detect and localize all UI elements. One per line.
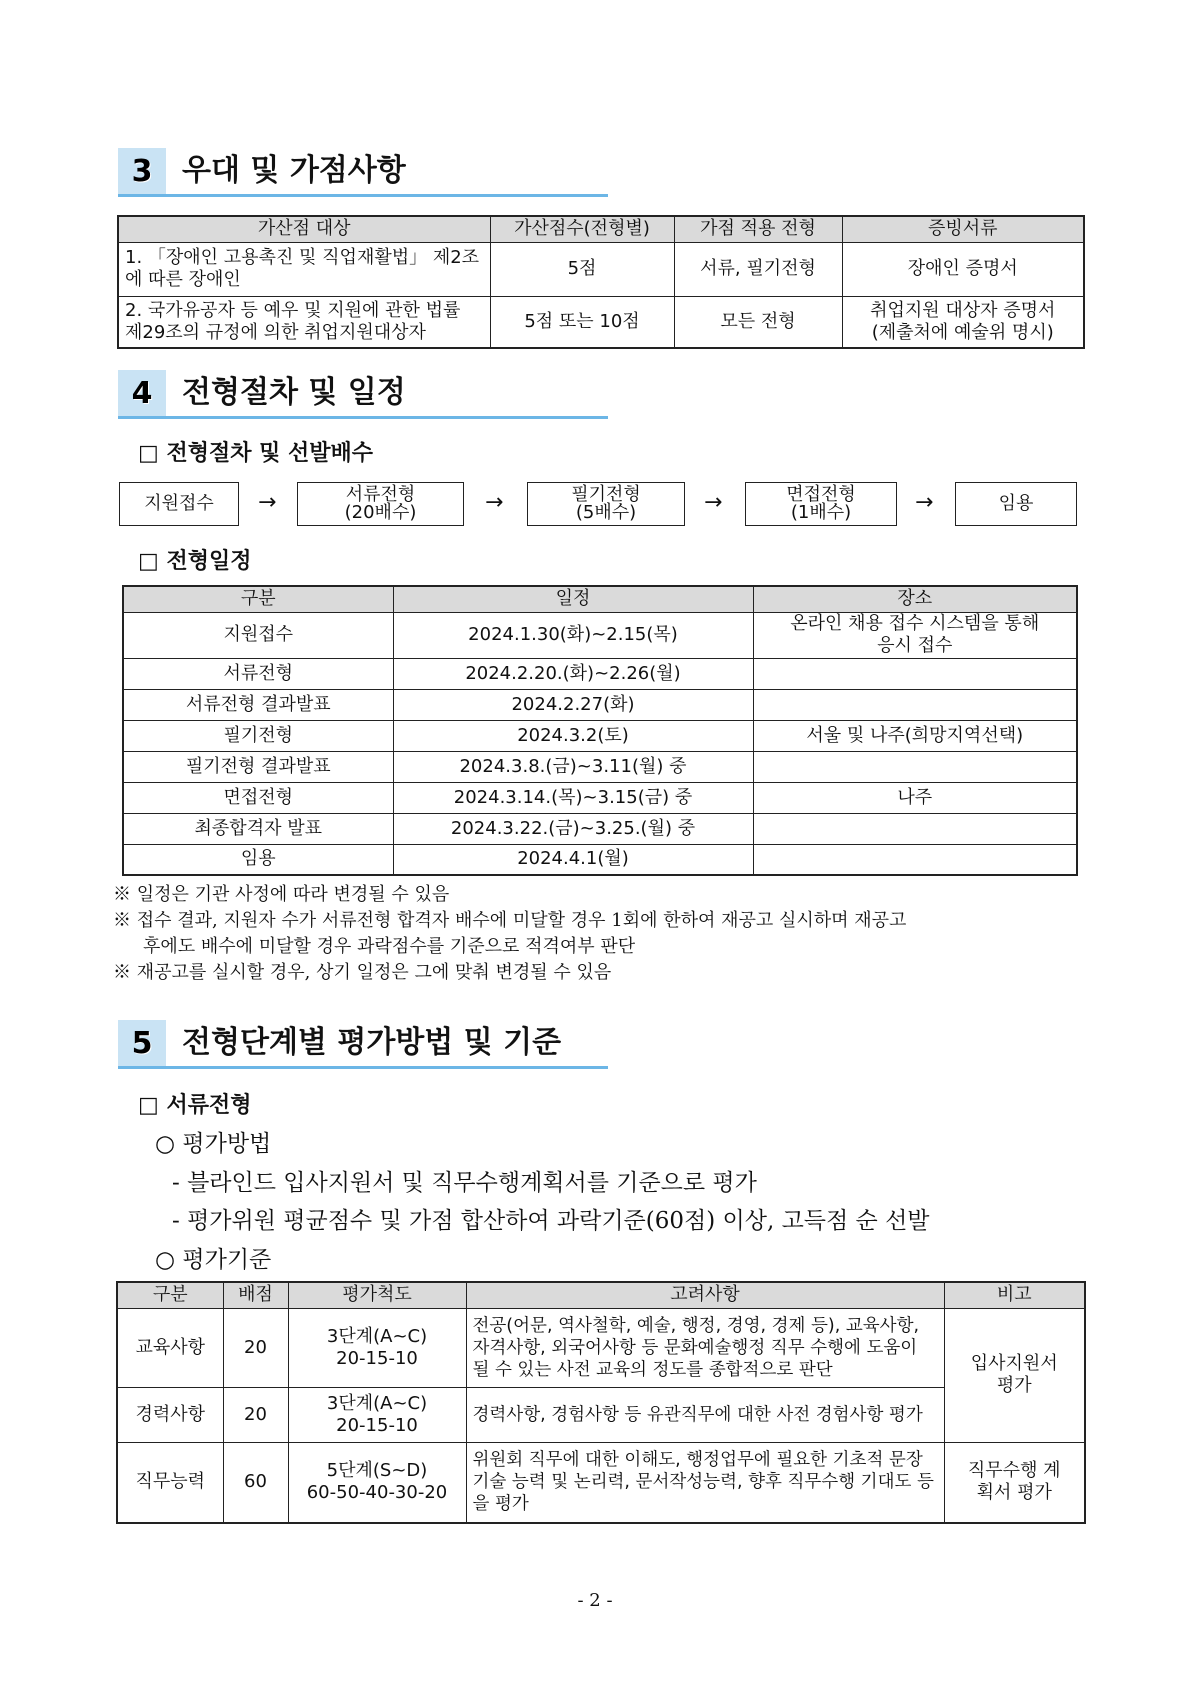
schedule-date: 2024.2.27(화) <box>393 689 753 720</box>
schedule-table <box>122 585 1078 876</box>
schedule-date: 2024.4.1(월) <box>393 844 753 875</box>
process-step-ratio: (20배수) <box>344 502 417 523</box>
schedule-place <box>753 813 1077 844</box>
section-title: 전형절차 및 일정 <box>182 375 406 410</box>
schedule-note: ※ 재공고를 실시할 경우, 상기 일정은 그에 맞춰 변경될 수 있음 <box>113 962 612 983</box>
criteria-remark: 입사지원서 평가 <box>944 1308 1085 1442</box>
process-heading: □ 전형절차 및 선발배수 <box>138 441 374 466</box>
table-row <box>123 612 1077 658</box>
schedule-stage: 지원접수 <box>123 612 393 658</box>
table-header: 비고 <box>944 1282 1085 1308</box>
table-row <box>123 689 1077 720</box>
process-step-interview <box>745 482 897 526</box>
table-header: 고려사항 <box>466 1282 944 1308</box>
method-item: - 평가위원 평균점수 및 가점 합산하여 과락기준(60점) 이상, 고득점 순 선발 <box>172 1208 930 1234</box>
process-step-ratio: (1배수) <box>790 502 852 523</box>
table-row <box>123 751 1077 782</box>
section-number: 5 <box>118 1020 166 1068</box>
table-header: 일정 <box>393 586 753 612</box>
criteria-scale <box>288 1308 466 1387</box>
table-row <box>123 844 1077 875</box>
table-header: 가산점수(전형별) <box>490 216 674 242</box>
schedule-stage: 서류전형 <box>123 658 393 689</box>
section-3-header <box>118 148 608 196</box>
method-item: - 블라인드 입사지원서 및 직무수행계획서를 기준으로 평가 <box>172 1170 757 1196</box>
process-step-hire <box>955 482 1077 526</box>
schedule-date: 2024.3.14.(목)~3.15(금) 중 <box>393 782 753 813</box>
process-step-label: 필기전형 <box>571 484 641 505</box>
schedule-date: 2024.1.30(화)~2.15(목) <box>393 612 753 658</box>
criteria-label: ○ 평가기준 <box>155 1247 272 1273</box>
schedule-date: 2024.3.8.(금)~3.11(월) 중 <box>393 751 753 782</box>
scale-points: 20-15-10 <box>336 1347 418 1369</box>
table-row <box>118 242 1084 296</box>
arrow-icon: → <box>704 490 723 515</box>
table-header: 구분 <box>117 1282 223 1308</box>
section-underline <box>118 1066 608 1069</box>
table-row <box>117 1387 1085 1442</box>
bonus-target: 2. 국가유공자 등 예우 및 지원에 관한 법률 제29조의 규정에 의한 취업지원대상자 <box>118 296 490 348</box>
section-title: 전형단계별 평가방법 및 기준 <box>182 1025 562 1060</box>
bonus-target: 1. 「장애인 고용촉진 및 직업재활법」 제2조에 따른 장애인 <box>118 242 490 296</box>
criteria-category: 직무능력 <box>117 1442 223 1523</box>
arrow-icon: → <box>915 490 934 515</box>
criteria-score: 20 <box>223 1308 288 1387</box>
schedule-stage: 서류전형 결과발표 <box>123 689 393 720</box>
table-header: 구분 <box>123 586 393 612</box>
schedule-note: ※ 접수 결과, 지원자 수가 서류전형 합격자 배수에 미달할 경우 1회에 한하여 재공고 실시하며 재공고 <box>113 910 907 931</box>
method-label: ○ 평가방법 <box>155 1131 272 1157</box>
criteria-scale <box>288 1442 466 1523</box>
criteria-remark: 직무수행 계획서 평가 <box>944 1442 1085 1523</box>
table-header: 평가척도 <box>288 1282 466 1308</box>
arrow-icon: → <box>258 490 277 515</box>
table-row <box>117 1442 1085 1523</box>
table-header: 배점 <box>223 1282 288 1308</box>
criteria-scale <box>288 1387 466 1442</box>
process-step-label: 면접전형 <box>786 484 856 505</box>
table-row <box>117 1308 1085 1387</box>
schedule-stage: 임용 <box>123 844 393 875</box>
schedule-place <box>753 751 1077 782</box>
process-step-label: 서류전형 <box>345 484 416 505</box>
criteria-category: 경력사항 <box>117 1387 223 1442</box>
table-header: 증빙서류 <box>842 216 1084 242</box>
process-step-document <box>297 482 464 526</box>
table-header: 가점 적용 전형 <box>674 216 842 242</box>
bonus-docs: 장애인 증명서 <box>842 242 1084 296</box>
schedule-place: 서울 및 나주(희망지역선택) <box>753 720 1077 751</box>
bonus-applies: 서류, 필기전형 <box>674 242 842 296</box>
process-step-ratio: (5배수) <box>575 502 637 523</box>
scale-levels: 3단계(A~C) <box>326 1392 428 1414</box>
schedule-note: 후에도 배수에 미달할 경우 과락점수를 기준으로 적격여부 판단 <box>143 936 636 957</box>
table-row <box>123 813 1077 844</box>
table-row <box>123 658 1077 689</box>
section-underline <box>118 194 608 197</box>
schedule-place: 나주 <box>753 782 1077 813</box>
table-header: 가산점 대상 <box>118 216 490 242</box>
bonus-points-table <box>117 215 1085 349</box>
schedule-place <box>753 689 1077 720</box>
criteria-category: 교육사항 <box>117 1308 223 1387</box>
schedule-date: 2024.2.20.(화)~2.26(월) <box>393 658 753 689</box>
criteria-table <box>116 1281 1086 1524</box>
schedule-place: 온라인 채용 접수 시스템을 통해 응시 접수 <box>753 612 1077 658</box>
table-row <box>123 720 1077 751</box>
section-underline <box>118 416 608 419</box>
criteria-score: 20 <box>223 1387 288 1442</box>
section-number: 4 <box>118 370 166 418</box>
arrow-icon: → <box>485 490 504 515</box>
bonus-points: 5점 <box>490 242 674 296</box>
schedule-stage: 최종합격자 발표 <box>123 813 393 844</box>
section-title: 우대 및 가점사항 <box>182 153 406 188</box>
schedule-place <box>753 658 1077 689</box>
scale-points: 20-15-10 <box>336 1414 418 1436</box>
table-row <box>118 296 1084 348</box>
criteria-consider: 경력사항, 경험사항 등 유관직무에 대한 사전 경험사항 평가 <box>466 1387 944 1442</box>
criteria-consider: 전공(어문, 역사철학, 예술, 행정, 경영, 경제 등), 교육사항, 자격사항, 외국어사항 등 문화예술행정 직무 수행에 도움이 될 수 있는 사전 교육의 정도를 종합적으로 판단 <box>466 1308 944 1387</box>
table-row <box>123 782 1077 813</box>
bonus-points: 5점 또는 10점 <box>490 296 674 348</box>
section-number: 3 <box>118 148 166 196</box>
schedule-note: ※ 일정은 기관 사정에 따라 변경될 수 있음 <box>113 884 450 905</box>
schedule-stage: 필기전형 결과발표 <box>123 751 393 782</box>
doc-screening-heading: □ 서류전형 <box>138 1093 252 1118</box>
page-number: - 2 - <box>577 1590 613 1611</box>
bonus-applies: 모든 전형 <box>674 296 842 348</box>
schedule-place <box>753 844 1077 875</box>
process-step-apply <box>119 482 239 526</box>
process-step-written <box>527 482 685 526</box>
section-5-header <box>118 1020 608 1068</box>
section-4-header <box>118 370 608 418</box>
process-step-label: 지원접수 <box>144 493 214 514</box>
scale-levels: 5단계(S~D) <box>326 1460 428 1482</box>
schedule-heading: □ 전형일정 <box>138 549 252 574</box>
scale-points: 60-50-40-30-20 <box>306 1482 448 1504</box>
scale-levels: 3단계(A~C) <box>326 1325 428 1347</box>
schedule-stage: 필기전형 <box>123 720 393 751</box>
criteria-score: 60 <box>223 1442 288 1523</box>
bonus-docs: 취업지원 대상자 증명서 (제출처에 예술위 명시) <box>842 296 1084 348</box>
criteria-consider: 위원회 직무에 대한 이해도, 행정업무에 필요한 기초적 문장기술 능력 및 논리력, 문서작성능력, 향후 직무수행 기대도 등을 평가 <box>466 1442 944 1523</box>
process-step-label: 임용 <box>998 493 1034 514</box>
schedule-date: 2024.3.2(토) <box>393 720 753 751</box>
schedule-stage: 면접전형 <box>123 782 393 813</box>
table-header: 장소 <box>753 586 1077 612</box>
schedule-date: 2024.3.22.(금)~3.25.(월) 중 <box>393 813 753 844</box>
